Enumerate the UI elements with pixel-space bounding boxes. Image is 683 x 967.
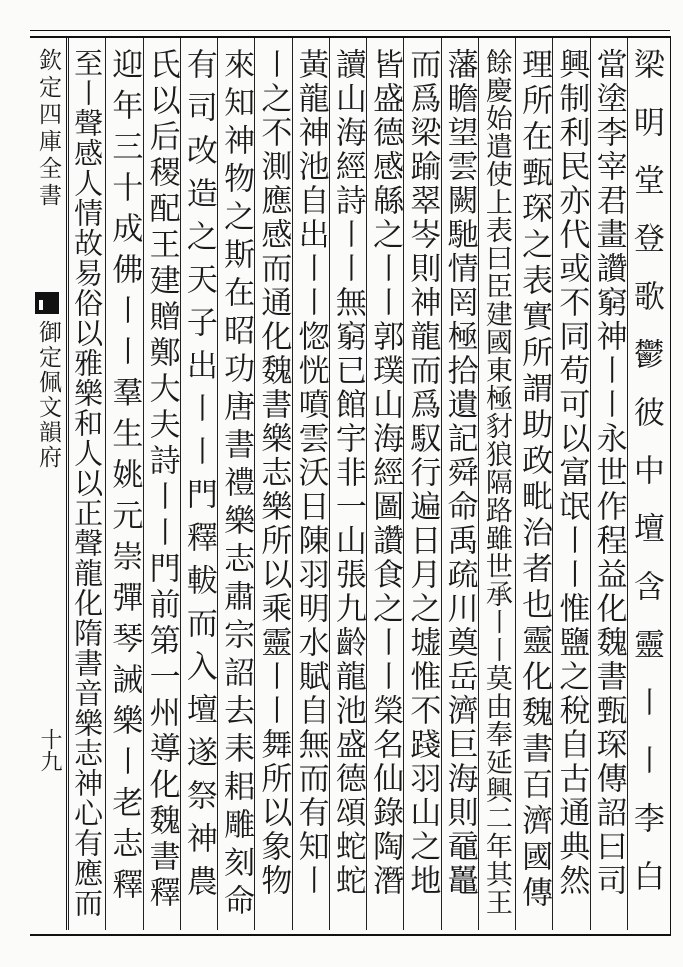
text-column: 藩瞻望雲闕馳情罔極拾遺記舜命禹疏川奠岳濟巨海則黿鼉 <box>441 48 478 898</box>
column-rule <box>180 38 181 930</box>
column-rule <box>478 38 479 930</box>
text-column: 皆盛德感緜之〡〡郭璞山海經圖讚食之〡〡榮名仙錄陶潛 <box>367 48 404 898</box>
column-rule <box>441 38 442 930</box>
text-column: 梁明堂登歌鬱彼中壇含靈〡〡李白 <box>627 48 664 918</box>
column-rule <box>292 38 293 930</box>
text-column: 氏以后稷配王建贈鄭大夫詩〡〡門前第一州導化魏書釋 <box>143 48 180 912</box>
column-rule <box>105 38 106 930</box>
column-rule <box>552 38 553 930</box>
column-rule <box>143 38 144 930</box>
text-column: 有司改造之天子出〡〡門釋軷而入壇遂祭神農 <box>180 48 217 908</box>
column-rule <box>254 38 255 930</box>
text-column: 讀山海經詩〡〡無窮已館宇非一山張九齡龍池盛德頌蛇蛇 <box>329 48 366 898</box>
folio-number: 十九 <box>37 728 62 772</box>
column-rule <box>627 38 628 930</box>
text-column: 理所在甄琛之表實所謂助政毗治者也靈化魏書百濟國傳 <box>516 48 553 912</box>
text-column: 至〡聲感人情故易俗以雅樂和人以正聲龍化隋書音樂志神心有應而 <box>70 48 105 918</box>
column-rule <box>329 38 330 930</box>
column-rule <box>515 38 516 930</box>
text-column: 迎年三十成佛〡〡羣生姚元崇彈琴誡樂〡老志釋 <box>106 48 143 909</box>
text-column: 黃龍神池自出〡〡惚恍噴雲沃日陳羽明水賦自無而有知〡 <box>292 48 329 898</box>
text-column: 興制利民亦代或不同苟可以富氓〡〡惟鹽之稅自古通典然 <box>553 48 590 898</box>
column-rule <box>590 38 591 930</box>
text-column: 來知神物之斯在昭功唐書禮樂志肅宗詔去耒耜雕刻命 <box>218 48 255 922</box>
column-rule <box>403 38 404 930</box>
top-rule <box>30 30 670 31</box>
text-column: 而爲梁踰翠岑則神龍而爲馭行遍日月之墟惟不踐羽山之地 <box>404 48 441 898</box>
margin-title: 欽定四庫全書 <box>35 48 61 210</box>
text-column: 餘慶始遣使上表曰臣建國東極豺狼隔路雖世承〡〡莫由奉延興二年其王 <box>480 48 512 916</box>
column-rule <box>366 38 367 930</box>
text-column: 〡之不測應感而通化魏書樂志樂所以乘靈〡〡舞所以象物 <box>255 48 292 898</box>
margin-book-title: 御定佩文韻府 <box>35 320 61 470</box>
column-rule <box>68 38 69 930</box>
column-rule <box>217 38 218 930</box>
fishtail-notch <box>39 300 43 310</box>
text-column: 當塗李宰君畫讚窮神〡〡永世作程益化魏書甄琛傳詔曰司 <box>590 48 627 898</box>
